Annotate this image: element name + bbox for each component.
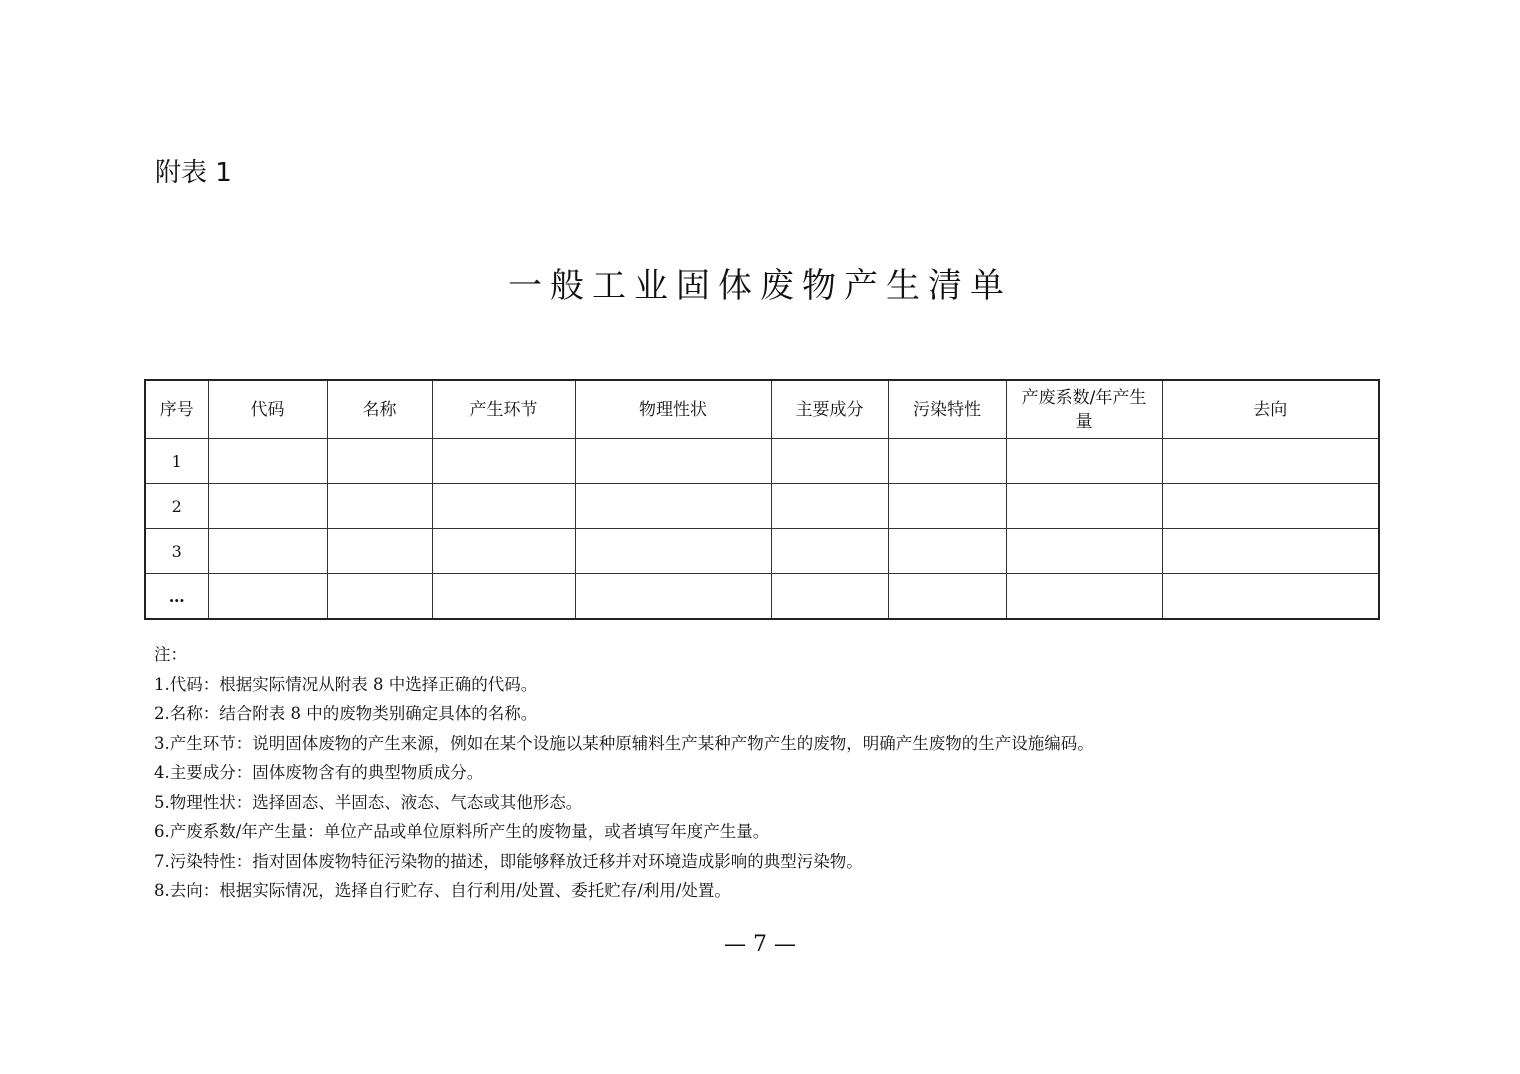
table-cell xyxy=(888,439,1006,484)
note-item-code: 1.代码：根据实际情况从附表 8 中选择正确的代码。 xyxy=(154,674,538,694)
table-cell xyxy=(327,574,432,620)
header-main-components: 主要成分 xyxy=(771,380,888,439)
note-item-destination: 8.去向：根据实际情况，选择自行贮存、自行利用/处置、委托贮存/利用/处置。 xyxy=(154,881,731,900)
header-physical-state: 物理性状 xyxy=(575,380,771,439)
table-cell xyxy=(888,574,1006,620)
table-cell xyxy=(432,439,575,484)
table-cell xyxy=(888,484,1006,529)
table-cell-serial: 3 xyxy=(145,529,208,574)
table-cell xyxy=(327,529,432,574)
note-item-physical-state: 5.物理性状：选择固态、半固态、液态、气态或其他形态。 xyxy=(154,792,583,812)
note-item-generation-stage: 3.产生环节：说明固体废物的产生来源，例如在某个设施以某种原辅料生产某种产物产生的废物，明确产生废物的生产设施编码。 xyxy=(154,733,1094,753)
note-item-generation-coefficient: 6.产废系数/年产生量：单位产品或单位原料所产生的废物量，或者填写年度产生量。 xyxy=(154,822,770,841)
header-name: 名称 xyxy=(327,380,432,439)
table-cell xyxy=(771,484,888,529)
table-cell xyxy=(1006,484,1162,529)
table-row xyxy=(145,529,1379,574)
table-cell xyxy=(432,484,575,529)
table-cell xyxy=(575,574,771,620)
notes-heading: 注： xyxy=(154,645,187,664)
table-cell-serial: … xyxy=(145,574,208,620)
notes-section xyxy=(154,640,1384,906)
table-cell xyxy=(327,439,432,484)
header-serial-number: 序号 xyxy=(145,380,208,439)
header-code: 代码 xyxy=(208,380,327,439)
table-cell xyxy=(208,439,327,484)
table-header-row xyxy=(145,380,1379,439)
document-title: 一般工业固体废物产生清单 xyxy=(508,266,1012,306)
table-cell xyxy=(575,529,771,574)
table-cell xyxy=(771,439,888,484)
header-pollution-characteristics: 污染特性 xyxy=(888,380,1006,439)
header-generation-stage: 产生环节 xyxy=(432,380,575,439)
table-cell xyxy=(327,484,432,529)
waste-inventory-table xyxy=(144,379,1380,620)
table-cell xyxy=(575,439,771,484)
table-cell xyxy=(432,529,575,574)
page-number: — 7 — xyxy=(724,932,796,957)
table-cell-serial: 1 xyxy=(145,439,208,484)
table-row xyxy=(145,574,1379,620)
table-cell xyxy=(208,574,327,620)
header-generation-coefficient: 产废系数/年产生量 xyxy=(1006,380,1162,439)
table-cell-serial: 2 xyxy=(145,484,208,529)
table-cell xyxy=(208,529,327,574)
table-cell xyxy=(1006,439,1162,484)
table-cell xyxy=(1162,574,1379,620)
note-item-name: 2.名称：结合附表 8 中的废物类别确定具体的名称。 xyxy=(154,704,538,723)
table-row xyxy=(145,484,1379,529)
table-cell xyxy=(432,574,575,620)
table-row xyxy=(145,439,1379,484)
table-cell xyxy=(1162,439,1379,484)
header-destination: 去向 xyxy=(1162,380,1379,439)
note-item-pollution-characteristics: 7.污染特性：指对固体废物特征污染物的描述，即能够释放迁移并对环境造成影响的典型污染物。 xyxy=(154,851,863,871)
table-cell xyxy=(888,529,1006,574)
table-cell xyxy=(1006,574,1162,620)
table-cell xyxy=(1162,529,1379,574)
table-cell xyxy=(208,484,327,529)
table-cell xyxy=(771,574,888,620)
table-cell xyxy=(575,484,771,529)
table-cell xyxy=(1162,484,1379,529)
table-cell xyxy=(1006,529,1162,574)
table-cell xyxy=(771,529,888,574)
appendix-label: 附表 1 xyxy=(155,158,232,188)
note-item-main-components: 4.主要成分：固体废物含有的典型物质成分。 xyxy=(154,763,484,782)
